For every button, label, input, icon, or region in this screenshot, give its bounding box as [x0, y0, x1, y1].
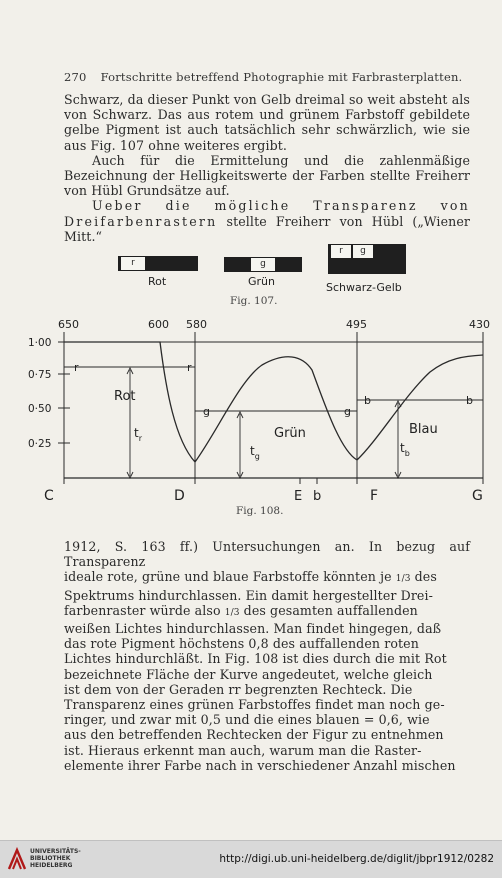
ytick-025: 0·25 — [28, 438, 52, 450]
line-2: ideale rote, grüne und blaue Farbstoffe könnten je 1/3 des — [64, 569, 437, 585]
paragraph-3 — [64, 198, 470, 244]
line-E: E — [294, 489, 303, 504]
wl-600: 600 — [148, 318, 169, 331]
line-5: weißen Lichtes hindurchlassen. Man findet hingegen, daß — [64, 621, 442, 637]
fig108-caption: Fig. 108. — [236, 505, 284, 517]
line-C: C — [44, 488, 54, 504]
swatch-sg-label: Schwarz-Gelb — [326, 281, 402, 294]
figure-107 — [118, 244, 418, 314]
line-9: ist dem von der Geraden rr begrenzten Rechteck. Die — [64, 681, 413, 697]
digitization-footer — [0, 840, 502, 878]
label-tg: $t_g$ — [250, 444, 260, 461]
label-blau: Blau — [409, 422, 438, 437]
line-G: G — [472, 488, 483, 504]
swatch-gruen-cell: g — [250, 257, 276, 272]
university-library-logo-icon — [6, 847, 28, 871]
line-D: D — [174, 488, 185, 504]
swatch-rot-cell: r — [120, 256, 146, 271]
line-13: ist. Hieraus erkennt man auch, warum man die Raster- — [64, 742, 422, 758]
line-11: ringer, und zwar mit 0,5 und die eines blauen = 0,6, wie — [64, 712, 430, 728]
swatch-gruen-label: Grün — [248, 275, 275, 288]
level-r-right: r — [187, 361, 192, 374]
fig107-caption: Fig. 107. — [230, 295, 278, 307]
line-6: das rote Pigment höchstens 0,8 des auffallenden roten — [64, 636, 419, 652]
line-8: bezeichnete Fläche der Kurve angedeutet, welche gleich — [64, 666, 433, 682]
line-1: 1912, S. 163 ff.) Untersuchungen an. In bezug auf Transparenz — [64, 539, 470, 570]
paragraph-1: Schwarz, da dieser Punkt von Gelb dreimal so weit absteht als von Schwarz. Das aus rotem und grünem Farbstoff gebildete gelbe Pigment ist auch tatsächlich sehr schwärzlich, wie sie aus Fig. 107 ohne weiteres ergibt. — [64, 92, 470, 153]
line-12: aus den betreffenden Rechtecken der Figur zu entnehmen — [64, 727, 444, 743]
line-10: Transparenz eines grünen Farbstoffes findet man noch ge- — [64, 697, 445, 713]
figure-108 — [0, 310, 502, 520]
line-3: Spektrums hindurchlassen. Ein damit hergestellter Drei- — [64, 587, 433, 603]
line-b: b — [313, 489, 322, 504]
running-header — [64, 70, 484, 84]
wl-430: 430 — [469, 318, 490, 331]
level-g-left: g — [203, 405, 210, 418]
level-b-left: b — [364, 394, 371, 407]
swatch-rot-label: Rot — [148, 275, 167, 288]
library-name: UNIVERSITÄTS- BIBLIOTHEK HEIDELBERG — [30, 848, 81, 869]
level-g-right: g — [344, 405, 351, 418]
line-7: Lichtes hindurchläßt. In Fig. 108 ist dies durch die mit Rot — [64, 651, 447, 667]
wl-580: 580 — [186, 318, 207, 331]
ytick-075: 0·75 — [28, 369, 52, 381]
label-tr: $t_r$ — [134, 426, 143, 443]
permalink-url[interactable]: http://digi.ub.uni-heidelberg.de/diglit/jbpr1912/0282 — [219, 853, 494, 865]
spaced-heading: Ueber die mögliche Transparenz von Dreifarbenrastern — [64, 198, 470, 229]
line-4: farbenraster würde also 1/3 des gesamten auffallenden — [64, 602, 418, 618]
level-r-left: r — [74, 361, 79, 374]
label-gruen: Grün — [274, 426, 306, 441]
paragraph-3-rest: stellte Freiherr von Hübl („Wiener Mitt.“ — [64, 213, 470, 244]
label-tb: $t_b$ — [400, 441, 410, 458]
paragraph-2: Auch für die Ermittelung und die zahlenmäßige Bezeichnung der Helligkeitswerte der Farben stellte Freiherr von Hübl Grundsätze auf. — [64, 152, 470, 199]
running-title: Fortschritte betreffend Photographie mit Farbrasterplatten. — [100, 70, 463, 84]
top-text — [64, 92, 470, 244]
line-14: elemente ihrer Farbe nach in verschiedener Anzahl mischen — [64, 757, 456, 773]
level-b-right: b — [466, 394, 473, 407]
page-number: 270 — [64, 70, 87, 84]
bottom-text — [64, 539, 470, 773]
swatch-sg-cell-g: g — [352, 244, 374, 259]
label-rot: Rot — [114, 389, 136, 404]
wl-495: 495 — [346, 318, 367, 331]
ytick-050: 0·50 — [28, 403, 52, 415]
wl-650: 650 — [58, 318, 79, 331]
swatch-sg-cell-r: r — [330, 244, 352, 259]
ytick-100: 1·00 — [28, 337, 52, 349]
line-F: F — [370, 488, 379, 504]
